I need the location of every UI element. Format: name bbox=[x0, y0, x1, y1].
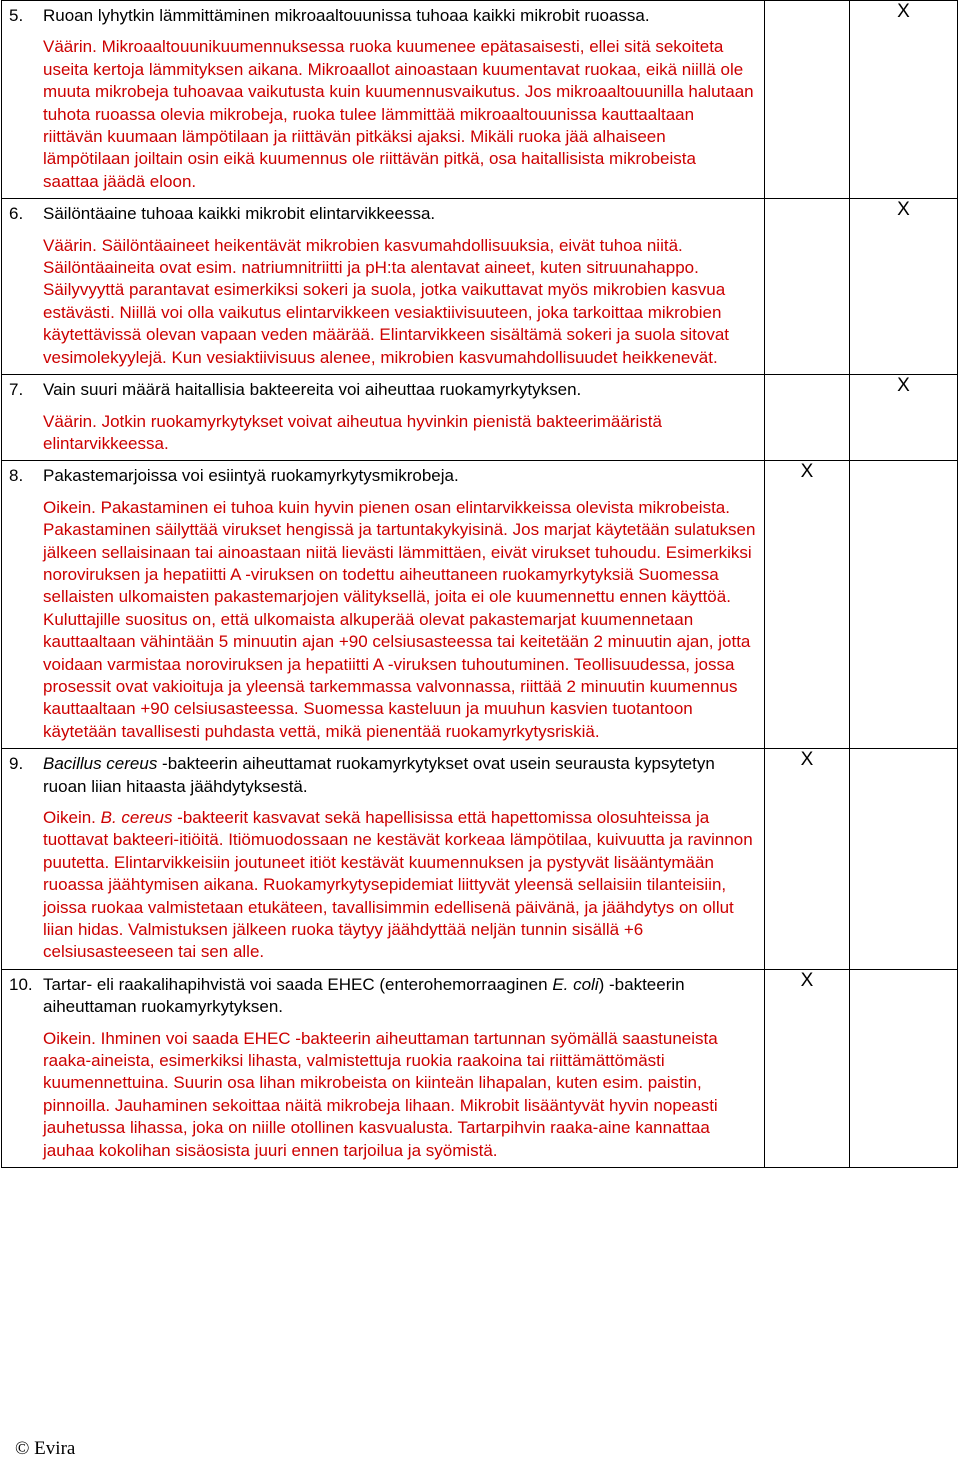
quiz-row bbox=[2, 199, 958, 375]
copyright-footer: © Evira bbox=[15, 1438, 76, 1459]
answer-text: Väärin. Mikroaaltouunikuumennuksessa ruoka kuumenee epätasaisesti, ellei sitä sekoiteta useita kertoja lämmityksen aikana. Mikroaallot ainoastaan kuumentavat ruokaa, eikä niillä ole muuta mikrobeja tuhoavaa vaikutusta kuin kuumennusvaikutus. Jos mikroaaltouunilla halutaan tuhota ruoassa olevia mikrobeja, ruoka tulee lämmittää mikroaaltouunissa kauttaaltaan riittävän kuumaan lämpötilaan ja riittävän pitkäksi ajaksi. Mikäli ruoka jää alhaiseen lämpötilaan joiltain osin eikä kuumennus ole riittävän pitkä, osa haitallisista mikrobeista saattaa jäädä eloon. bbox=[43, 37, 754, 191]
answer-text: Oikein. Pakastaminen ei tuhoa kuin hyvin pienen osan elintarvikkeissa olevista mikrobeista. Pakastaminen säilyttää virukset hengissä ja tartuntakykyisinä. Jos marjat käytetään sulatuksen jälkeen sellaisinaan tai ainoastaan niitä lievästi lämmittäen, eivät virukset tuhoudu. Esimerkiksi noroviruksen ja hepatiitti A -viruksen on todettu aiheuttaneen ruokamyrkytyksiä Suomessa sellaisten ulkomaisten pakastemarjojen välityksellä, joita ei ole kuumennettu ennen käyttöä. Kuluttajille suositus on, että ulkomaista alkuperää olevat pakastemarjat kuumennetaan kauttaaltaan vähintään 5 minuutin ajan +90 celsiusasteessa tai keitetään 2 minuutin ajan, jotta voidaan varmistaa noroviruksen ja hepatiitti A -viruksen tuhoutuminen. Teollisuudessa, jossa prosessit ovat vakioituja ja yleensä tarkemmassa valvonnassa, riittää 2 minuutin kuumennus kauttaaltaan +90 celsiusasteessa. Suomessa kasteluun ja muuhun kasvien tuotantoon käytetään tavallisesti puhdasta vettä, mikä pienentää ruokamyrkytysriskiä. bbox=[43, 497, 756, 741]
answer-text-part: Oikein. bbox=[43, 808, 101, 827]
quiz-table bbox=[1, 0, 958, 1168]
true-mark: X bbox=[765, 969, 850, 1167]
question-text-part: Bacillus cereus bbox=[43, 754, 158, 774]
quiz-row bbox=[2, 461, 958, 749]
false-mark bbox=[850, 749, 958, 970]
question-text-part: ) -bakteerin aiheuttaman ruokamyrkytyksen. bbox=[43, 974, 685, 1017]
true-mark: X bbox=[765, 749, 850, 970]
quiz-row bbox=[2, 969, 958, 1167]
false-mark bbox=[850, 969, 958, 1167]
question-text: Ruoan lyhytkin lämmittäminen mikroaaltouunissa tuhoaa kaikki mikrobit ruoassa. bbox=[43, 6, 650, 25]
quiz-row bbox=[2, 749, 958, 970]
question-text-part: E. coli bbox=[552, 974, 599, 994]
question-text-part: -bakteerin aiheuttamat ruokamyrkytykset ovat usein seurausta kypsytetyn ruoan liian hitaasta jäähdytyksestä. bbox=[43, 754, 715, 796]
true-mark bbox=[765, 1, 850, 199]
question-number: 10. bbox=[9, 974, 33, 994]
answer-text: Väärin. Jotkin ruokamyrkytykset voivat aiheutua hyvinkin pienistä bakteerimääristä elintarvikkeessa. bbox=[43, 411, 662, 453]
question-number: 7. bbox=[9, 380, 24, 400]
answer-text-part: -bakteerit kasvavat sekä hapellisissa että hapettomissa olosuhteissa ja tuottavat bakteeri-itiöitä. Itiömuodossaan ne kestävät korkeaa lämpötilaa, kuivuutta ja ravinnon puutetta. Elintarvikkeisiin joutuneet itiöt kestävät kuumennuksen ja pystyvät lisääntymään ruoassa jäähtymisen aikana. Ruokamyrkytysepidemiat liittyvät yleensä sellaisiin tilanteisiin, joissa ruokaa valmistetaan etukäteen, tavallisimmin edellisenä päivänä, ja jäähdytys on ollut liian hidas. Valmistuksen jälkeen ruoka täytyy jäähdyttää neljän tunnin sisällä +6 celsiusasteeseen tai sen alle. bbox=[43, 808, 753, 962]
question-text: Vain suuri määrä haitallisia bakteereita voi aiheuttaa ruokamyrkytyksen. bbox=[43, 380, 582, 400]
true-mark bbox=[765, 375, 850, 461]
question-number: 6. bbox=[9, 204, 24, 224]
answer-text: Oikein. Ihminen voi saada EHEC -bakteerin aiheuttaman tartunnan syömällä saastuneista raaka-aineista, esimerkiksi lihasta, valmistettuja ruokia raakoina tai riittämättömästi kuumennettuina. Suurin osa lihan mikrobeista on kiinteän lihapalan, kuten esim. paistin, pinnoilla. Jauhaminen sekoittaa näitä mikrobeja lihaan. Mikrobit lisääntyvät hyvin nopeasti jauhetussa lihassa, joka on niille otollinen kasvualusta. Tartarpihvin raaka-aine kannattaa jauhaa kokolihan sisäosista juuri ennen tarjoilua ja syömistä. bbox=[43, 1028, 718, 1160]
question-text bbox=[43, 974, 756, 1019]
question-number: 5. bbox=[9, 6, 24, 25]
question-text: Säilöntäaine tuhoaa kaikki mikrobit elintarvikkeessa. bbox=[43, 204, 436, 224]
true-mark bbox=[765, 199, 850, 375]
false-mark bbox=[850, 461, 958, 749]
quiz-row bbox=[2, 375, 958, 461]
false-mark: X bbox=[850, 199, 958, 375]
false-mark: X bbox=[850, 375, 958, 461]
answer-text bbox=[43, 807, 756, 964]
question-text-part: Tartar- eli raakalihapihvistä voi saada EHEC (enterohemorraaginen bbox=[43, 974, 553, 994]
answer-text-part: B. cereus bbox=[100, 808, 173, 827]
false-mark: X bbox=[850, 1, 958, 199]
question-text bbox=[43, 753, 756, 798]
question-number: 8. bbox=[9, 466, 24, 486]
question-text: Pakastemarjoissa voi esiintyä ruokamyrkytysmikrobeja. bbox=[43, 466, 459, 486]
answer-text: Väärin. Säilöntäaineet heikentävät mikrobien kasvumahdollisuuksia, eivät tuhoa niitä. Säilöntäaineita ovat esim. natriumnitriitti ja pH:ta alentavat aineet, kuten sitruunahappo. Säilyvyyttä parantavat esimerkiksi sokeri ja suola, jotka vaikuttavat myös mikrobien kasvua estävästi. Niillä voi olla vaikutus elintarvikkeen vesiaktiivisuuteen, joka tarkoittaa mikrobien käytettävissä olevan vapaan veden määrää. Elintarvikkeen sisältämä sokeri ja suola sitovat vesimolekyylejä. Kun vesiaktiivisuus alenee, mikrobien kasvumahdollisuudet heikkenevät. bbox=[43, 235, 730, 367]
true-mark: X bbox=[765, 461, 850, 749]
question-number: 9. bbox=[9, 754, 24, 774]
quiz-row bbox=[2, 1, 958, 199]
